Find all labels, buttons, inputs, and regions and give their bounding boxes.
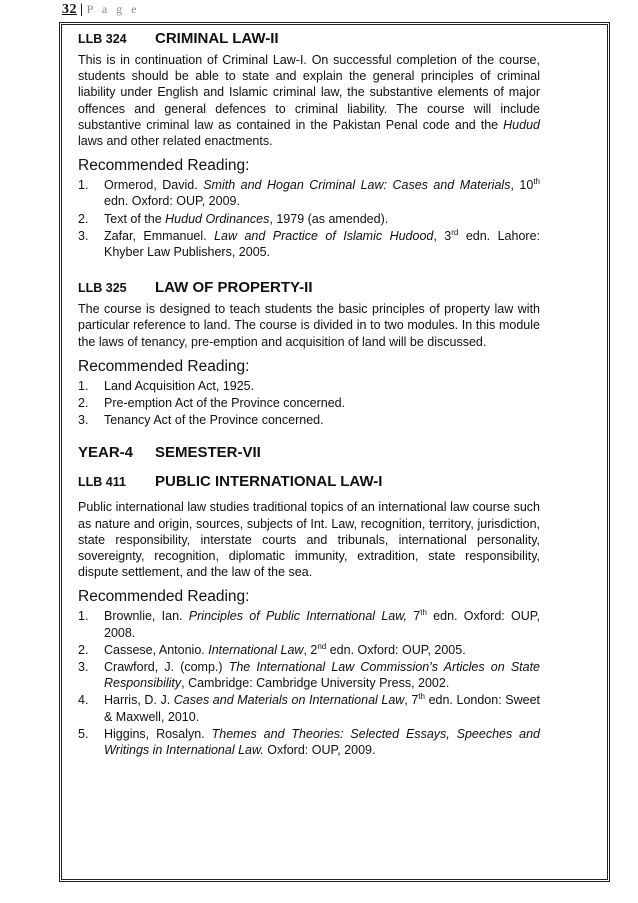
item-number: 1. [78,609,89,624]
header-separator: | [80,2,84,17]
item-text: Pre-emption Act of the Province concerned. [104,396,346,411]
course-heading-324 [78,30,540,47]
reading-item [78,642,540,658]
item-number: 5. [78,726,89,741]
year-label: YEAR-4 [78,444,134,462]
item-text: , 7 [404,693,419,708]
item-number: 2. [78,211,89,226]
item-text: Zafar, Emmanuel. [104,228,215,243]
item-text: Text of the [104,211,166,226]
item-title: The International Law Commission’s Articles on State Responsibility [104,660,540,691]
item-superscript: th [533,177,540,187]
item-superscript: rd [451,227,459,237]
item-text: Land Acquisition Act, 1925. [104,378,255,393]
item-title: Cases and Materials on International Law [173,693,405,708]
item-text: , 1979 (as amended). [269,211,389,226]
item-number: 3. [78,228,89,243]
item-text: Ormerod, David. [104,178,204,193]
item-title: Themes and Theories: Selected Essays, Speeches and Writings in International Law. [104,726,540,758]
reading-item [78,395,540,411]
reading-item [78,228,540,260]
item-text: , 3 [433,228,452,243]
reading-item [78,692,540,724]
reading-item [78,659,540,691]
item-text: edn. Oxford: OUP, 2009. [104,194,240,209]
item-superscript: th [418,692,425,702]
item-text: , 10 [510,178,534,193]
course-description: Public international law studies traditional topics of an international law course such as nature and origin, sources, subjects of Int. Law, recognition, territory, jurisdiction, state responsibility, interstate courts and tribunals, international personality, sovereignty, recognition, diplomatic immunity, extradition, state responsibility, dispute settlement, and the law of the sea. [78,500,540,580]
item-text: Brownlie, Ian. [104,609,189,624]
item-text: Oxford: OUP, 2009. [263,743,376,758]
item-number: 3. [78,413,89,428]
reading-item [78,177,540,209]
item-title: International Law [208,642,304,657]
item-text: Cassese, Antonio. [104,642,209,657]
reading-item [78,412,540,428]
course-heading-325 [78,279,540,296]
item-number: 3. [78,660,89,675]
year-semester-heading [78,444,540,461]
description-italic: Hudud [503,117,540,132]
page-content [78,30,540,759]
item-number: 4. [78,693,89,708]
page-header [62,2,139,18]
item-number: 2. [78,642,89,657]
item-text: Crawford, J. (comp.) [104,660,229,675]
reading-list [78,378,540,429]
item-title: Law and Practice of Islamic Hudood [214,228,434,243]
item-superscript: th [420,608,427,618]
item-text: edn. Oxford: OUP, 2008. [104,609,540,640]
reading-heading: Recommended Reading: [78,357,250,375]
reading-item [78,211,540,227]
reading-item [78,608,540,640]
item-title: Principles of Public International Law, [188,609,408,624]
item-text: edn. Oxford: OUP, 2005. [326,642,466,657]
reading-list [78,177,540,260]
item-text: Harris, D. J. [104,693,174,708]
item-text: edn. Lahore: Khyber Law Publishers, 2005. [104,228,540,260]
item-number: 2. [78,396,89,411]
course-code: LLB 411 [78,475,126,490]
course-code: LLB 325 [78,281,127,296]
item-text: 7 [407,609,421,624]
item-number: 1. [78,378,89,393]
item-number: 1. [78,178,89,193]
reading-list [78,608,540,758]
page-label: P a g e [86,2,140,16]
reading-heading: Recommended Reading: [78,588,250,606]
course-description [78,52,540,149]
item-text: , 2 [303,642,318,657]
course-heading-411 [78,473,540,490]
item-text: edn. London: Sweet & Maxwell, 2010. [104,693,540,724]
page-number: 32 [62,2,77,17]
item-title: Hudud Ordinances [165,211,270,226]
item-superscript: nd [317,641,327,651]
reading-heading: Recommended Reading: [78,157,250,175]
course-description: The course is designed to teach students the basic principles of property law with particular reference to land. The course is divided in to two modules. In this module the laws of tenancy, pre-emption and acquisition of land will be discussed. [78,302,540,349]
course-title: PUBLIC INTERNATIONAL LAW-I [155,473,383,491]
course-title: LAW OF PROPERTY-II [155,279,313,297]
item-text: , Cambridge: Cambridge University Press, 2002. [181,676,450,691]
course-title: CRIMINAL LAW-II [155,30,279,47]
semester-label: SEMESTER-VII [155,444,261,462]
item-text: Tenancy Act of the Province concerned. [104,413,324,428]
item-text: Higgins, Rosalyn. [104,726,212,741]
item-title: Smith and Hogan Criminal Law: Cases and Materials [203,178,511,193]
description-text: This is in continuation of Criminal Law-I. On successful completion of the course, students should be able to state and explain the general principles of criminal liability under English and Islamic criminal law, the substantive elements of major offences and general defences to criminal liability. The course will include substantive criminal law as contained in the Pakistan Penal code and the [78,53,540,132]
description-text: laws and other related enactments. [78,134,273,149]
reading-item [78,378,540,394]
reading-item [78,726,540,758]
course-code: LLB 324 [78,32,127,46]
